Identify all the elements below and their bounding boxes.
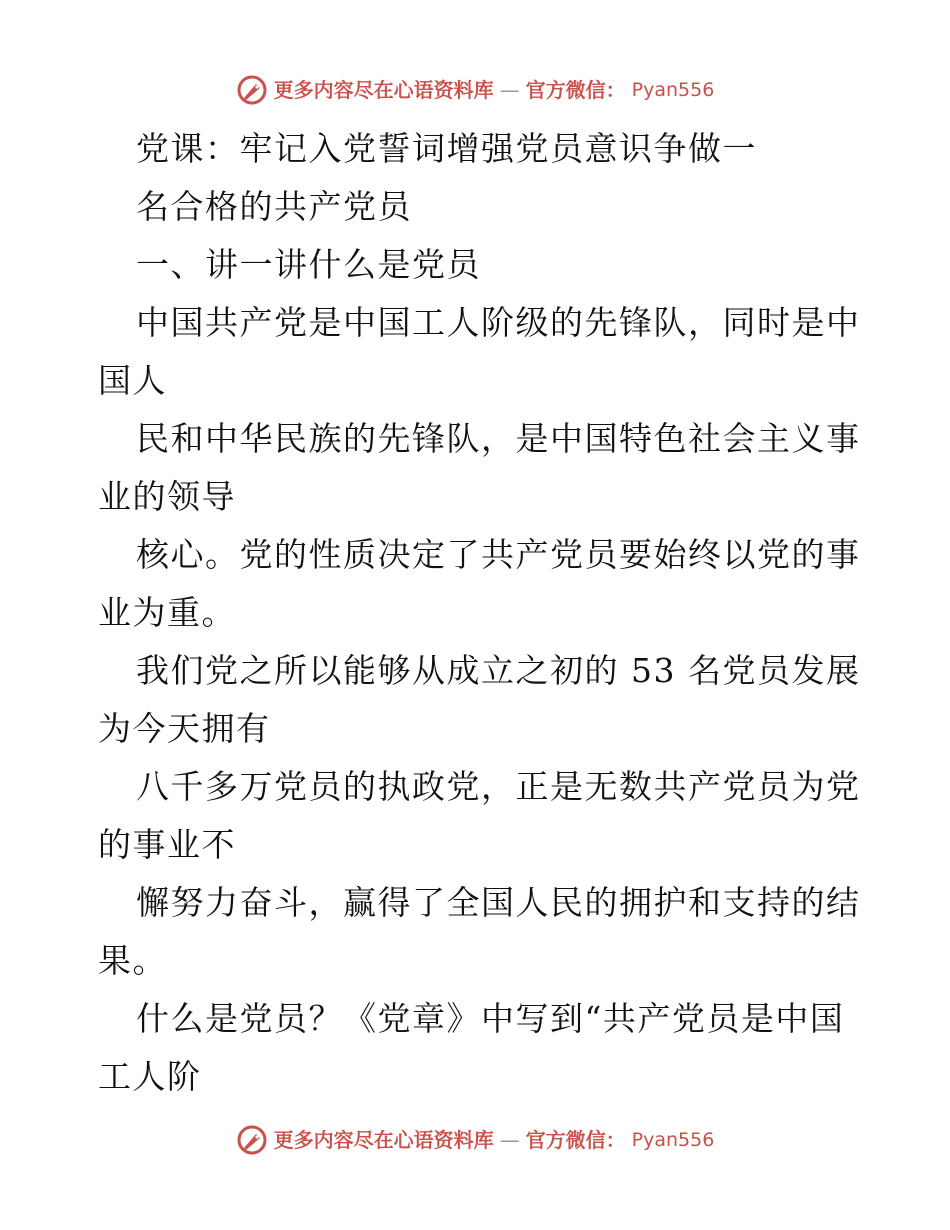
document-line: 党课：牢记入党誓词增强党员意识争做一 — [136, 129, 757, 168]
document-line: 一、讲一讲什么是党员 — [136, 245, 481, 284]
document-line: 为今天拥有 — [98, 709, 271, 748]
document-line: 什么是党员？《党章》中写到“共产党员是中国 — [136, 999, 845, 1038]
pen-nib-logo-icon — [236, 1124, 268, 1156]
footer-contact-id: Pyan556 — [631, 1128, 715, 1151]
document-line: 果。 — [98, 941, 167, 980]
document-line: 中国共产党是中国工人阶级的先锋队，同时是中 — [136, 303, 861, 342]
footer-contact-label: 官方微信： — [525, 1128, 626, 1152]
document-line: 我们党之所以能够从成立之初的 53 名党员发展 — [136, 651, 861, 690]
pen-nib-logo-icon — [236, 74, 268, 106]
footer-banner-content — [236, 1124, 715, 1156]
footer-separator: — — [499, 1128, 520, 1152]
header-banner — [0, 70, 950, 110]
document-line: 八千多万党员的执政党，正是无数共产党员为党 — [136, 767, 861, 806]
header-contact-label: 官方微信： — [525, 78, 626, 102]
footer-banner — [0, 1120, 950, 1160]
footer-site-text: 更多内容尽在心语资料库 — [273, 1128, 494, 1152]
document-line: 国人 — [98, 361, 167, 400]
header-banner-content — [236, 74, 715, 106]
document-line: 工人阶 — [98, 1057, 202, 1096]
document-line: 民和中华民族的先锋队，是中国特色社会主义事 — [136, 419, 861, 458]
document-line: 业的领导 — [98, 477, 236, 516]
document-line: 的事业不 — [98, 825, 236, 864]
header-site-text: 更多内容尽在心语资料库 — [273, 78, 494, 102]
document-line: 业为重。 — [98, 593, 236, 632]
document-body — [98, 120, 861, 1106]
document-line: 懈努力奋斗，赢得了全国人民的拥护和支持的结 — [136, 883, 861, 922]
header-separator: — — [499, 78, 520, 102]
header-contact-id: Pyan556 — [631, 78, 715, 101]
document-line: 核心。党的性质决定了共产党员要始终以党的事 — [136, 535, 861, 574]
document-line: 名合格的共产党员 — [136, 187, 412, 226]
